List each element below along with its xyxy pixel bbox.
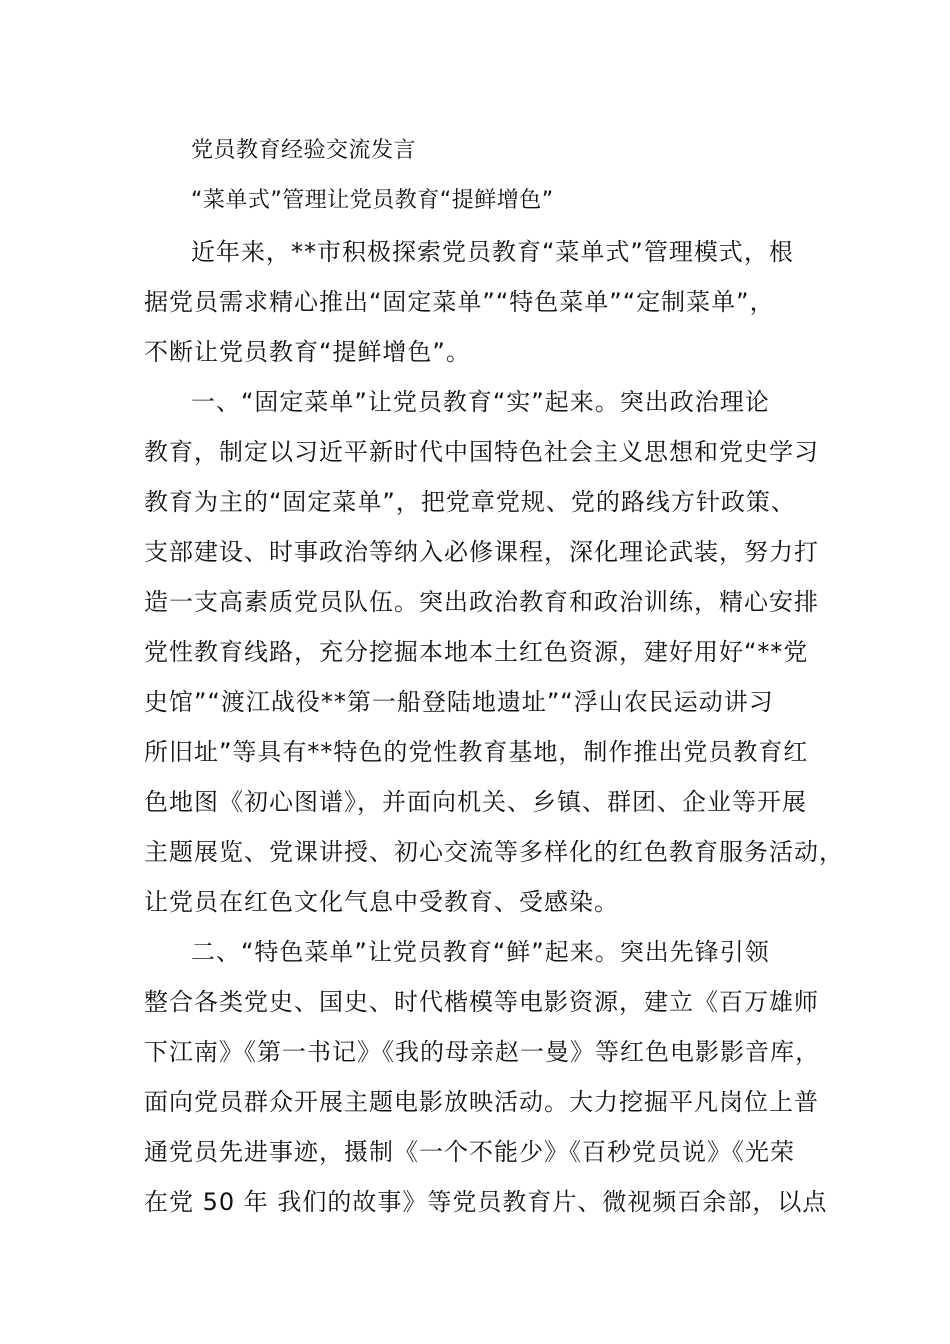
body-line: 据党员需求精心推出“固定菜单”“特色菜单”“定制菜单”， [144,288,775,316]
body-line: 下江南》《第一书记》《我的母亲赵一曼》等红色电影影音库， [144,1038,820,1066]
body-line: 一、“固定菜单”让党员教育“实”起来。突出政治理论 [191,388,770,416]
body-line: 不断让党员教育“提鲜增色”。 [144,338,471,366]
body-line: 教育，制定以习近平新时代中国特色社会主义思想和党史学习 [144,438,819,466]
body-line: 在党 50 年 我们的故事》等党员教育片、微视频百余部，以点 [144,1188,828,1216]
body-line: 面向党员群众开展主题电影放映活动。大力挖掘平凡岗位上普 [144,1088,819,1116]
document-title: 党员教育经验交流发言 [191,138,417,163]
body-line: 整合各类党史、国史、时代楷模等电影资源，建立《百万雄师 [144,988,819,1016]
body-line: 所旧址”等具有**特色的党性教育基地，制作推出党员教育红 [144,738,809,766]
body-line: 支部建设、时事政治等纳入必修课程，深化理论武装，努力打 [144,538,819,566]
body-line: 色地图《初心图谱》，并面向机关、乡镇、群团、企业等开展 [144,788,807,816]
body-line: 党性教育线路，充分挖掘本地本土红色资源，建好用好“**党 [144,638,809,666]
document-subtitle: “菜单式”管理让党员教育“提鲜增色” [191,188,554,213]
body-line: 教育为主的“固定菜单”，把党章党规、党的路线方针政策、 [144,488,796,516]
body-line: 通党员先进事迹，摄制《一个不能少》《百秒党员说》《光荣 [144,1138,795,1166]
body-line: 二、“特色菜单”让党员教育“鲜”起来。突出先锋引领 [191,938,770,966]
body-line: 近年来，**市积极探索党员教育“菜单式”管理模式，根 [191,238,794,266]
body-line: 造一支高素质党员队伍。突出政治教育和政治训练，精心安排 [144,588,819,616]
body-line: 让党员在红色文化气息中受教育、受感染。 [144,888,619,916]
body-line: 史馆”“渡江战役**第一船登陆地遗址”“浮山农民运动讲习 [144,688,774,716]
body-line: 主题展览、党课讲授、初心交流等多样化的红色教育服务活动， [144,838,844,866]
